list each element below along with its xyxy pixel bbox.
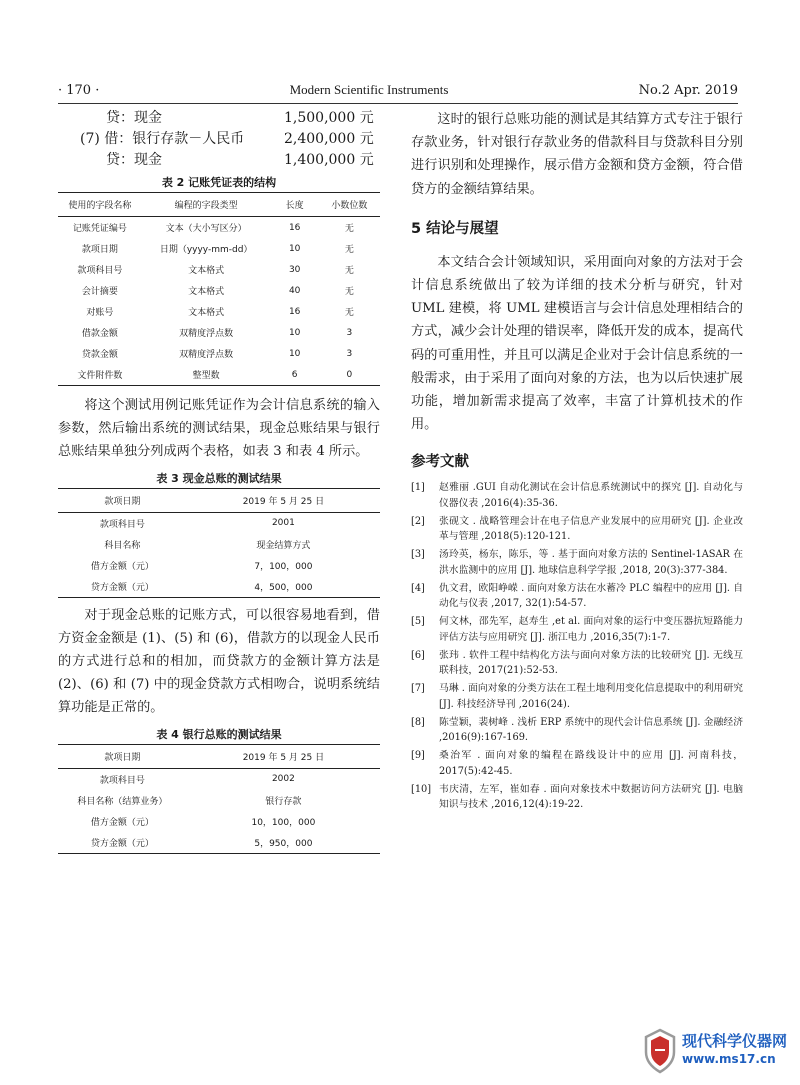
table-cell: 文本格式	[188, 287, 225, 297]
table-row	[58, 238, 380, 259]
table-cell: 借款金额	[81, 329, 118, 339]
table-cell: 文本格式	[188, 308, 225, 318]
table-cell: 现金结算方式	[256, 540, 311, 551]
table-cell: 无	[344, 245, 354, 255]
table-row	[58, 343, 380, 364]
table-cell: 款项科目号	[99, 519, 145, 530]
reference-item: [8] 陈莹颖，裴树峰 . 浅析 ERP 系统中的现代会计信息系统 [J]. 金融经济 ,2016(9):167-169.	[411, 716, 743, 744]
journal-entry	[58, 150, 380, 171]
section-heading: 5 结论与展望	[411, 220, 499, 237]
table-cell: 6	[271, 364, 319, 386]
table-cell: 0	[319, 364, 380, 386]
table-cell: 无	[344, 287, 354, 297]
table-row	[58, 555, 380, 576]
table-row	[58, 364, 380, 386]
table-cell: 记账凭证编号	[72, 224, 127, 234]
body-paragraph: 对于现金总账的记账方式，可以很容易地看到，借方资金金额是 (1)、(5) 和 (6)，借款方的以现金人民币的方式进行总和的相加，而贷款方的金额计算方法是 (2)、(6) 和 (7) 中的现金贷款方式相吻合，说明系统结算功能是正常的。	[58, 607, 380, 716]
table-cell: 文件附件数	[58, 364, 142, 386]
table-row	[58, 322, 380, 343]
page-number: · 170 ·	[58, 82, 100, 98]
table-cell: 10，100，000	[251, 817, 316, 828]
column-header: 使用的字段名称	[58, 193, 142, 217]
table-cell: 科目名称	[104, 540, 141, 551]
table-cell: 借方金额（元）	[90, 561, 154, 572]
table-row	[58, 832, 380, 854]
entry-amount: 2,400,000 元	[284, 131, 374, 147]
references-heading: 参考文献	[411, 454, 469, 471]
reference-item: [9] 桑治军 . 面向对象的编程在路线设计中的应用 [J]. 河南科技，2017(5):42-45.	[411, 750, 743, 777]
table-row	[58, 280, 380, 301]
table-cell: 10	[288, 243, 301, 254]
table-cell: 40	[288, 285, 301, 296]
table-cell: 对账号	[86, 308, 114, 318]
logo-icon	[640, 1028, 680, 1074]
table-row	[58, 790, 380, 811]
table-row	[58, 512, 380, 534]
table-cell: 文本格式	[188, 266, 225, 276]
table-row	[58, 259, 380, 280]
table-cell: 科目名称（结算业务）	[77, 796, 168, 807]
reference-item: [2] 张砚文 . 战略管理会计在电子信息产业发展中的应用研究 [J]. 企业改革与管理 ,2018(5):120-121.	[411, 515, 743, 543]
table-cell: 整型数	[142, 364, 271, 386]
table-cell: 款项科目号	[77, 266, 123, 276]
table-cell: 无	[344, 224, 354, 234]
column-header: 2019 年 5 月 25 日	[187, 488, 380, 512]
table-cell: 无	[344, 308, 354, 318]
column-header: 款项日期	[58, 488, 187, 512]
table-cell: 贷款金额	[81, 350, 118, 360]
entry-text: 贷：现金	[106, 110, 162, 126]
table-row	[58, 217, 380, 239]
table4-caption: 表 4 银行总账的测试结果	[156, 727, 282, 741]
reference-item: [7] 马琳 . 面向对象的分类方法在工程土地利用变化信息提取中的利用研究 [J]. 科技经济导刊 ,2016(24).	[411, 683, 743, 710]
reference-item: [6] 张玮 . 软件工程中结构化方法与面向对象方法的比较研究 [J]. 无线互联科技，2017(21):52-53.	[411, 649, 743, 677]
table-cell: 10	[288, 327, 301, 338]
journal-entry	[58, 108, 380, 129]
table-cell: 10	[288, 348, 301, 359]
site-watermark	[640, 1026, 790, 1076]
table3	[58, 488, 380, 598]
column-header: 小数位数	[319, 193, 380, 217]
table-cell: 双精度浮点数	[179, 350, 234, 360]
right-column	[411, 108, 743, 815]
entry-amount: 1,500,000 元	[284, 110, 374, 126]
column-header: 长度	[271, 193, 319, 217]
table-row	[58, 811, 380, 832]
header-rule	[58, 103, 738, 104]
column-header: 款项日期	[58, 744, 187, 768]
body-paragraph: 将这个测试用例记账凭证作为会计信息系统的输入参数，然后输出系统的测试结果，现金总账结果与银行总账结果单独分列成两个表格，如表 3 和表 4 所示。	[58, 398, 380, 460]
table-cell: 无	[344, 266, 354, 276]
table-cell: 双精度浮点数	[179, 329, 234, 339]
table-row	[58, 534, 380, 555]
body-paragraph: 这时的银行总账功能的测试是其结算方式专注于银行存款业务，针对银行存款业务的借款科目与贷款科目分别进行识别和处理操作，展示借方金额和贷方金额，符合借贷方的金额结算结果。	[411, 112, 743, 197]
table-cell: 3	[346, 348, 353, 359]
table-cell: 16	[288, 306, 301, 317]
table-cell: 文本（大小写区分）	[165, 224, 247, 234]
table-cell: 贷方金额（元）	[58, 576, 187, 598]
reference-item: [4] 仇文君，欧阳峥嵘 . 面向对象方法在水蓄冷 PLC 编程中的应用 [J]. 自动化与仪表 ,2017, 32(1):54-57.	[411, 582, 743, 610]
table-cell: 款项日期	[81, 245, 118, 255]
table-row	[58, 768, 380, 790]
entry-text: (7) 借：银行存款－人民币	[80, 131, 245, 147]
issue-info: No.2 Apr. 2019	[638, 82, 738, 98]
table-header-row	[58, 488, 380, 512]
reference-item: [10] 韦庆清，左军，崔如春 . 面向对象技术中数据访问方法研究 [J]. 电脑知识与技术 ,2016,12(4):19-22.	[411, 783, 743, 811]
table-cell: 5，950，000	[187, 832, 380, 854]
table-cell: 30	[288, 264, 301, 275]
entry-amount: 1,400,000 元	[284, 152, 374, 168]
table-cell: 款项科目号	[99, 775, 145, 786]
page-header	[58, 80, 738, 100]
reference-item: [5] 何文林，邵先军，赵寿生 ,et al. 面向对象的运行中变压器抗短路能力评估方法与应用研究 [J]. 浙江电力 ,2016,35(7):1-7.	[411, 616, 743, 643]
column-header: 编程的字段类型	[142, 193, 271, 217]
journal-entry	[58, 129, 380, 150]
watermark-url: www.ms17.cn	[682, 1052, 776, 1066]
table2	[58, 192, 380, 386]
body-paragraph: 本文结合会计领域知识，采用面向对象的方法对于会计信息系统做出了较为详细的技术分析与研究，针对 UML 建模，将 UML 建模语言与会计信息处理相结合的方式，减少会计处理的错误率，降低开发的成本，提高代码的可重用性，并且可以满足企业对于会计信息系统的一般需求，由于采用了面向对象的方法，也为以后快速扩展功能，增加新需求提高了效率，丰富了计算机技术的作用。	[411, 254, 743, 433]
reference-list	[411, 480, 743, 813]
left-column	[58, 108, 380, 854]
table-cell: 3	[346, 327, 353, 338]
table2-caption: 表 2 记账凭证表的结构	[161, 176, 277, 189]
table-cell: 借方金额（元）	[90, 817, 154, 828]
table-cell: 贷方金额（元）	[58, 832, 187, 854]
table-cell: 日期（yyyy-mm-dd）	[159, 245, 253, 255]
table-header-row	[58, 193, 380, 217]
watermark-site-name: 现代科学仪器网	[682, 1032, 788, 1050]
table-cell: 会计摘要	[81, 287, 118, 297]
table-cell: 2001	[271, 518, 295, 529]
table3-caption: 表 3 现金总账的测试结果	[156, 471, 282, 485]
table-row	[58, 576, 380, 598]
entry-text: 贷：现金	[106, 152, 162, 168]
table-cell: 2002	[271, 774, 295, 785]
table-header-row	[58, 744, 380, 768]
table-cell: 7，100，000	[254, 561, 313, 572]
table-cell: 16	[288, 222, 301, 233]
table4	[58, 744, 380, 854]
reference-item: [1] 赵雅丽 .GUI 自动化测试在会计信息系统测试中的探究 [J]. 自动化与仪器仪表 ,2016(4):35-36.	[411, 482, 743, 509]
table-row	[58, 301, 380, 322]
journal-title: Modern Scientific Instruments	[289, 82, 449, 97]
column-header: 2019 年 5 月 25 日	[187, 744, 380, 768]
table-cell: 银行存款	[265, 796, 302, 807]
table-cell: 4，500，000	[187, 576, 380, 598]
reference-item: [3] 汤玲英，杨东，陈乐，等 . 基于面向对象方法的 Sentinel-1ASAR 在洪水监测中的应用 [J]. 地球信息科学学报 ,2018, 20(3):377-384.	[411, 549, 743, 576]
